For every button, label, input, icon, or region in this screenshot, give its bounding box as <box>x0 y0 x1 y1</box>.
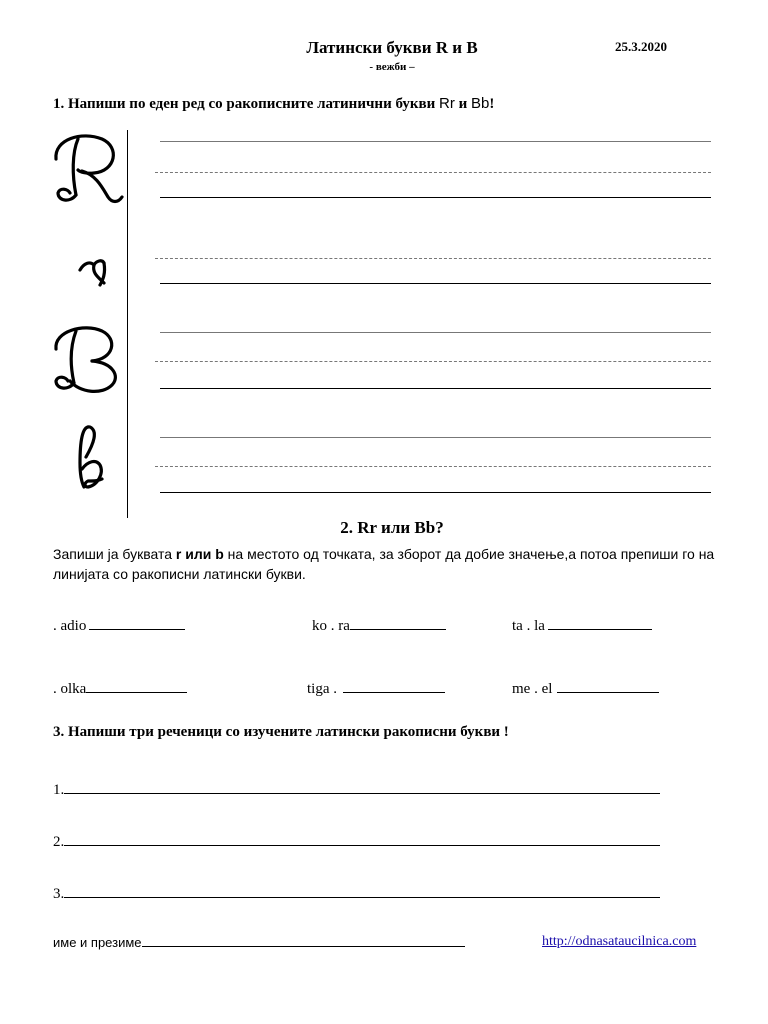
exercise-word-text: me . el <box>512 681 553 697</box>
task2-instruction <box>53 544 733 584</box>
cursive-small-b <box>80 427 102 487</box>
exercise-word <box>312 615 446 635</box>
sentence-line[interactable] <box>53 831 660 851</box>
exercise-word-text: . olka <box>53 681 87 697</box>
task2-instruction-part1: Запиши ја буквата <box>53 546 176 562</box>
practice-line-dashed <box>155 258 711 259</box>
exercise-word <box>512 678 659 698</box>
task1-heading-letters-bb: Bb <box>471 95 490 112</box>
cursive-capital-r <box>56 136 122 202</box>
cursive-capital-b <box>56 328 115 392</box>
task2-heading: 2. Rr или Bb? <box>340 518 444 537</box>
practice-line <box>160 141 711 142</box>
date-label: 25.3.2020 <box>615 39 667 54</box>
practice-line-dashed <box>155 466 711 467</box>
exercise-word <box>53 678 187 698</box>
practice-line <box>160 437 711 438</box>
sentence-answer-line[interactable] <box>64 883 660 898</box>
exercise-word-text: ta . la <box>512 618 545 634</box>
practice-line-base <box>160 388 711 389</box>
practice-line <box>160 332 711 333</box>
task3-heading: 3. Напиши три реченици со изучените латински ракописни букви ! <box>53 724 509 740</box>
task1-heading-and: и <box>454 96 472 112</box>
task1-heading <box>53 95 494 113</box>
name-label: име и презиме <box>53 935 142 950</box>
practice-line-dashed <box>155 361 711 362</box>
answer-line[interactable] <box>343 678 445 693</box>
exercise-word-text: tiga . <box>307 681 337 697</box>
practice-line-base <box>160 492 711 493</box>
page-subtitle: - вежби – <box>369 61 415 73</box>
task2-instruction-part2: на местото од точката, за зборот да добие значење,а потоа препиши го на линијата со ракописни латински букви. <box>53 546 715 582</box>
answer-line[interactable] <box>89 615 185 630</box>
practice-line-base <box>160 283 711 284</box>
answer-line[interactable] <box>557 678 659 693</box>
exercise-word-text: . adio <box>53 618 87 634</box>
sentence-number: 2. <box>53 834 65 850</box>
exercise-word <box>53 615 185 635</box>
website-link[interactable]: http://odnasataucilnica.com <box>542 934 697 949</box>
answer-line[interactable] <box>350 615 446 630</box>
practice-line-dashed <box>155 172 711 173</box>
task1-heading-prefix: 1. Напиши по еден ред со ракописните латинични букви <box>53 96 440 112</box>
cursive-small-r <box>80 261 105 285</box>
exercise-word <box>307 678 445 698</box>
answer-line[interactable] <box>86 678 187 693</box>
name-field[interactable] <box>53 934 465 950</box>
exercise-word-text: ko . ra <box>312 618 350 634</box>
sentence-number: 3. <box>53 886 65 902</box>
sentence-answer-line[interactable] <box>64 831 660 846</box>
task2-instruction-bold: r или b <box>175 546 224 562</box>
sentence-number: 1. <box>53 782 65 798</box>
letters-divider <box>127 130 128 518</box>
sentence-line[interactable] <box>53 883 660 903</box>
task1-heading-letters-rr: Rr <box>439 95 455 112</box>
cursive-letters-column <box>40 125 130 520</box>
page-title: Латински букви R и B <box>306 38 478 57</box>
sentence-answer-line[interactable] <box>64 779 660 794</box>
sentence-line[interactable] <box>53 779 660 799</box>
exercise-word <box>512 615 652 635</box>
name-answer-line[interactable] <box>142 934 465 947</box>
practice-line-base <box>160 197 711 198</box>
task1-heading-suffix: ! <box>489 96 495 112</box>
answer-line[interactable] <box>548 615 652 630</box>
